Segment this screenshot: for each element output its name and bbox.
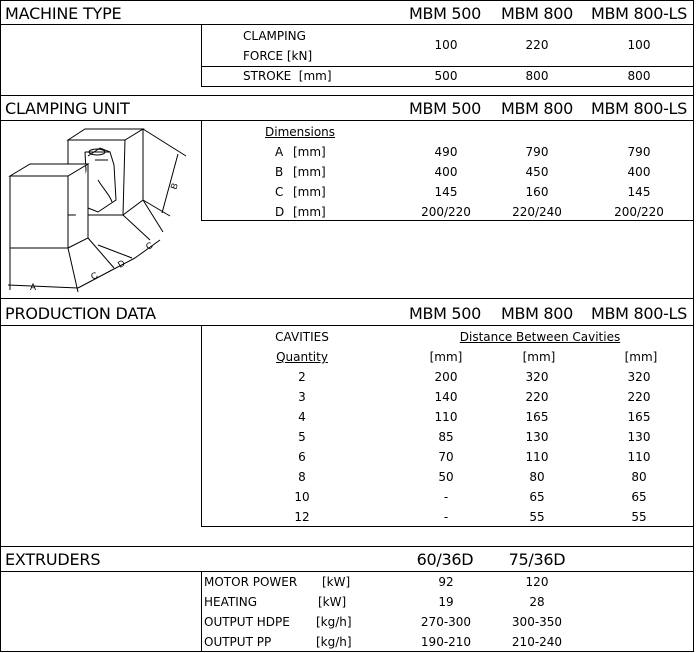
clamping-force-label: CLAMPING	[243, 29, 306, 43]
right-border	[693, 0, 694, 652]
extruder-spec-label: MOTOR POWER	[204, 575, 298, 589]
cavity-distance: 220	[627, 390, 651, 404]
cavity-distance: 110	[434, 410, 458, 424]
dimension-value: 400	[434, 165, 458, 179]
clamping-force-label: FORCE [kN]	[243, 49, 313, 63]
cavity-distance: 55	[631, 510, 647, 524]
table-bottom-border	[201, 220, 694, 221]
cavity-distance: 140	[434, 390, 458, 404]
dimension-value: 145	[434, 185, 458, 199]
dimension-value: 160	[525, 185, 549, 199]
extruder-spec-value: 19	[438, 595, 454, 609]
clamping-force-value: 100	[434, 38, 458, 52]
cavity-distance: 320	[525, 370, 549, 384]
table-left-border	[201, 325, 202, 526]
extruders-title: EXTRUDERS	[5, 550, 101, 569]
cavity-distance: 165	[627, 410, 651, 424]
table-left-border	[201, 24, 202, 86]
dimension-unit: [mm]	[293, 185, 326, 199]
cavity-distance: 320	[627, 370, 651, 384]
cavity-distance: -	[443, 510, 449, 524]
cavities-label: CAVITIES	[275, 330, 329, 344]
dimension-label-c: C	[89, 269, 100, 282]
dimension-label-d: D	[116, 257, 127, 270]
distance-heading: Distance Between Cavities	[459, 330, 621, 344]
cavity-distance: 70	[438, 450, 454, 464]
dimension-value: 790	[627, 145, 651, 159]
model-header-mbm800: MBM 800	[500, 99, 574, 118]
cavity-quantity: 8	[298, 470, 306, 484]
section-divider	[0, 95, 694, 96]
row-divider	[201, 86, 694, 87]
section-divider	[0, 24, 694, 25]
machine-type-title: MACHINE TYPE	[5, 4, 122, 23]
cavity-distance: 85	[438, 430, 454, 444]
dimension-value: 790	[525, 145, 549, 159]
section-divider	[0, 325, 694, 326]
section-divider	[0, 298, 694, 299]
extruder-spec-unit: [kg/h]	[316, 635, 352, 649]
bottom-border	[0, 651, 694, 652]
dimension-label: A	[275, 145, 284, 159]
cavity-quantity: 2	[298, 370, 306, 384]
section-divider	[0, 571, 694, 572]
top-border	[0, 0, 694, 1]
cavity-distance: 165	[525, 410, 549, 424]
model-header-mbm800: MBM 800	[500, 304, 574, 323]
dimension-value: 220/240	[512, 205, 562, 219]
cavity-distance: 80	[631, 470, 647, 484]
clamping-unit-drawing	[0, 120, 200, 300]
unit-label: [mm]	[429, 350, 463, 364]
stroke-value: 800	[627, 69, 651, 83]
quantity-label: Quantity	[276, 350, 328, 364]
model-header-mbm800: MBM 800	[500, 4, 574, 23]
cavity-quantity: 4	[298, 410, 306, 424]
cavity-distance: 110	[627, 450, 651, 464]
mould-cavity	[85, 152, 116, 212]
cavity-distance: 65	[529, 490, 545, 504]
dimension-unit: [mm]	[293, 145, 326, 159]
dimension-value: 200/220	[614, 205, 664, 219]
dimension-value: 145	[627, 185, 651, 199]
dimension-value: 200/220	[421, 205, 471, 219]
cavity-distance: 130	[627, 430, 651, 444]
dimension-label: D	[275, 205, 285, 219]
model-header-mbm800ls: MBM 800-LS	[590, 4, 688, 23]
cavity-distance: 130	[525, 430, 549, 444]
unit-label: [mm]	[624, 350, 658, 364]
extruder-spec-label: HEATING	[204, 595, 258, 609]
extruder-spec-value: 270-300	[420, 615, 472, 629]
extruder-spec-value: 120	[525, 575, 549, 589]
unit-label: [mm]	[522, 350, 556, 364]
table-left-border	[201, 571, 202, 652]
table-bottom-border	[201, 526, 694, 527]
dimension-label-b: B	[168, 181, 180, 191]
extruder-header-75: 75/36D	[508, 550, 566, 569]
model-header-mbm800ls: MBM 800-LS	[590, 99, 688, 118]
extruder-spec-value: 300-350	[511, 615, 563, 629]
production-data-title: PRODUCTION DATA	[5, 304, 156, 323]
cavity-quantity: 6	[298, 450, 306, 464]
cavity-distance: -	[443, 490, 449, 504]
cavity-distance: 220	[525, 390, 549, 404]
model-header-mbm800ls: MBM 800-LS	[590, 304, 688, 323]
model-header-mbm500: MBM 500	[408, 304, 482, 323]
model-header-mbm500: MBM 500	[408, 4, 482, 23]
dimension-value: 450	[525, 165, 549, 179]
extruder-spec-label: OUTPUT HDPE	[204, 615, 290, 629]
dimension-unit: [mm]	[293, 205, 326, 219]
stroke-label: STROKE [mm]	[243, 69, 332, 83]
cavity-quantity: 5	[298, 430, 306, 444]
clamping-force-value: 100	[627, 38, 651, 52]
cavity-distance: 50	[438, 470, 454, 484]
stroke-value: 800	[525, 69, 549, 83]
cavity-quantity: 12	[294, 510, 310, 524]
dimension-value: 400	[627, 165, 651, 179]
clamping-unit-title: CLAMPING UNIT	[5, 99, 130, 118]
extruder-spec-label: OUTPUT PP	[204, 635, 272, 649]
cavity-distance: 80	[529, 470, 545, 484]
cavity-quantity: 3	[298, 390, 306, 404]
extruder-spec-value: 28	[529, 595, 545, 609]
dimension-label: B	[275, 165, 284, 179]
dimension-label-c: C	[144, 239, 155, 252]
dimensions-heading: Dimensions	[265, 125, 336, 139]
cavity-distance: 65	[631, 490, 647, 504]
table-left-border	[201, 120, 202, 220]
cavity-distance: 55	[529, 510, 545, 524]
dimension-label: C	[275, 185, 284, 199]
left-border	[0, 0, 1, 652]
dimension-label-a: A	[30, 282, 37, 292]
section-divider	[0, 546, 694, 547]
cavity-distance: 200	[434, 370, 458, 384]
extruder-spec-value: 92	[438, 575, 454, 589]
clamping-force-value: 220	[525, 38, 549, 52]
model-header-mbm500: MBM 500	[408, 99, 482, 118]
cavity-quantity: 10	[294, 490, 310, 504]
extruder-spec-value: 190-210	[420, 635, 472, 649]
cavity-distance: 110	[525, 450, 549, 464]
extruder-spec-unit: [kW]	[322, 575, 351, 589]
dimension-value: 490	[434, 145, 458, 159]
extruder-header-60: 60/36D	[416, 550, 474, 569]
extruder-spec-value: 210-240	[511, 635, 563, 649]
row-divider	[201, 66, 694, 67]
dimension-unit: [mm]	[293, 165, 326, 179]
extruder-spec-unit: [kg/h]	[316, 615, 352, 629]
extruder-spec-unit: [kW]	[318, 595, 347, 609]
stroke-value: 500	[434, 69, 458, 83]
